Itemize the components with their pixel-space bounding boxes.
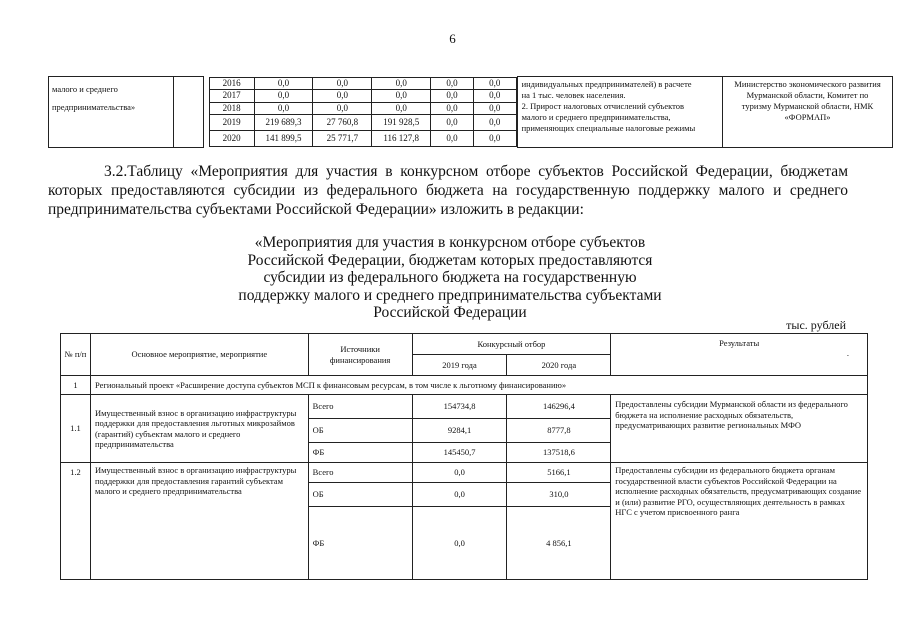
- title-line: Российской Федерации, бюджетам которых предоставляются: [247, 251, 653, 269]
- value-cell: 0,0: [254, 77, 313, 90]
- item-result: Предоставлены субсидии из федерального бюджета органам государственной власти субъектов Российской Федерации на исполнение расходных обязательств, предусматривающих создание и (или) развитие РГО, осуществляющих деятельность в рамках НГС с учетом присвоенного ранга: [611, 463, 868, 580]
- value-cell: 116 127,8: [372, 131, 431, 147]
- value-2019: 0,0: [412, 507, 507, 580]
- header-results: [611, 334, 868, 376]
- value-2019: 9284,1: [412, 419, 507, 443]
- year-row: [209, 77, 516, 90]
- header-results-text: Результаты: [719, 338, 760, 348]
- title-line: субсидии из федерального бюджета на государственную: [263, 269, 637, 286]
- year-row: [209, 131, 516, 147]
- years-cell: [203, 77, 517, 148]
- empty-cell: [173, 77, 203, 148]
- table-row: [61, 463, 868, 483]
- measure-name-text: малого и среднего предпринимательства»: [52, 84, 136, 112]
- header-row: [61, 334, 868, 355]
- previous-table-fragment: [48, 76, 893, 148]
- value-cell: 219 689,3: [254, 115, 313, 131]
- value-cell: 27 760,8: [313, 115, 372, 131]
- value-2020: 310,0: [507, 483, 611, 507]
- value-cell: 0,0: [313, 90, 372, 103]
- units-label: тыс. рублей: [786, 318, 846, 332]
- page-number: 6: [449, 31, 456, 46]
- value-2019: 0,0: [412, 483, 507, 507]
- title-line: поддержку малого и среднего предпринимательства субъектами: [238, 286, 662, 304]
- value-cell: 0,0: [473, 77, 516, 90]
- value-cell: 0,0: [473, 115, 516, 131]
- value-cell: 0,0: [254, 102, 313, 115]
- value-2020: 4 856,1: [507, 507, 611, 580]
- value-cell: 0,0: [254, 90, 313, 103]
- value-cell: 141 899,5: [254, 131, 313, 147]
- value-cell: 0,0: [372, 102, 431, 115]
- header-competition: Конкурсный отбор: [412, 334, 611, 355]
- value-cell: 0,0: [431, 131, 474, 147]
- measure-name-cell: [49, 77, 174, 148]
- years-table: [209, 77, 517, 148]
- value-cell: 0,0: [431, 90, 474, 103]
- year-cell: 2017: [209, 90, 254, 103]
- amendment-paragraph: [48, 162, 848, 219]
- header-2020: 2020 года: [507, 355, 611, 376]
- item-num: 1.1: [61, 395, 91, 463]
- indicators-cell: [517, 77, 722, 148]
- source-name: ОБ: [308, 483, 412, 507]
- value-2019: 0,0: [412, 463, 507, 483]
- year-row: [209, 90, 516, 103]
- table-row: [61, 395, 868, 419]
- year-row: [209, 102, 516, 115]
- item-result: Предоставлены субсидии Мурманской области из федерального бюджета на исполнение расходных обязательств, предусматривающих развитие региональных МФО: [611, 395, 868, 463]
- value-2019: 145450,7: [412, 443, 507, 463]
- year-cell: 2018: [209, 102, 254, 115]
- project-num: 1: [61, 376, 91, 395]
- source-name: Всего: [308, 395, 412, 419]
- source-name: Всего: [308, 463, 412, 483]
- value-2020: 8777,8: [507, 419, 611, 443]
- item-measure: Имущественный взнос в организацию инфраструктуры поддержки для предоставления льготных микрозаймов (гарантий) субъектам малого и среднего предпринимательства: [90, 395, 308, 463]
- indicators-line: 2. Прирост налоговых отчислений субъектов: [521, 101, 685, 111]
- header-source: Источники финансирования: [308, 334, 412, 376]
- item-num: 1.2: [61, 463, 91, 580]
- value-2019: 154734,8: [412, 395, 507, 419]
- value-cell: 0,0: [473, 131, 516, 147]
- value-cell: 0,0: [372, 77, 431, 90]
- title-line: «Мероприятия для участия в конкурсном отборе субъектов: [254, 234, 646, 251]
- value-2020: 5166,1: [507, 463, 611, 483]
- header-measure: Основное мероприятие, мероприятие: [90, 334, 308, 376]
- value-cell: 0,0: [473, 102, 516, 115]
- source-name: ОБ: [308, 419, 412, 443]
- paragraph-text: 3.2.Таблицу «Мероприятия для участия в конкурсном отборе субъектов Российской Федерации, бюджетам которых предоставляются субсидии из федерального бюджета на государственную поддержку малого и среднего предпринимательства субъектами Российской Федерации» изложить в редакции:: [48, 163, 848, 218]
- value-cell: 0,0: [431, 102, 474, 115]
- table-title: [190, 234, 710, 322]
- executor-line: туризму Мурманской области, НМК: [741, 101, 874, 111]
- year-row: [209, 115, 516, 131]
- executor-line: Министерство экономического развития: [734, 79, 881, 89]
- measures-table: [60, 333, 868, 580]
- value-2020: 146296,4: [507, 395, 611, 419]
- source-name: ФБ: [308, 507, 412, 580]
- year-cell: 2019: [209, 115, 254, 131]
- project-text: Региональный проект «Расширение доступа субъектов МСП к финансовым ресурсам, в том числе к льготному финансированию»: [90, 376, 867, 395]
- value-cell: 0,0: [313, 102, 372, 115]
- value-cell: 191 928,5: [372, 115, 431, 131]
- source-name: ФБ: [308, 443, 412, 463]
- previous-table: [48, 76, 893, 148]
- value-cell: 25 771,7: [313, 131, 372, 147]
- indicators-line: применяющих специальные налоговые режимы: [521, 123, 696, 133]
- executor-cell: [723, 77, 893, 148]
- header-num: № п/п: [61, 334, 91, 376]
- header-results-mark: .: [846, 348, 849, 358]
- value-cell: 0,0: [372, 90, 431, 103]
- value-cell: 0,0: [473, 90, 516, 103]
- measures-table-wrapper: [60, 333, 868, 580]
- header-2019: 2019 года: [412, 355, 507, 376]
- indicators-line: индивидуальных предпринимателей) в расчете: [521, 79, 692, 89]
- executor-line: Мурманской области, Комитет по: [746, 90, 869, 100]
- year-cell: 2016: [209, 77, 254, 90]
- indicators-line: малого и среднего предпринимательства,: [521, 112, 671, 122]
- year-cell: 2020: [209, 131, 254, 147]
- value-cell: 0,0: [431, 77, 474, 90]
- value-2020: 137518,6: [507, 443, 611, 463]
- executor-line: «ФОРМАП»: [784, 112, 831, 122]
- value-cell: 0,0: [313, 77, 372, 90]
- value-cell: 0,0: [431, 115, 474, 131]
- item-measure: Имущественный взнос в организацию инфраструктуры поддержки для предоставления гарантий субъектам малого и среднего предпринимательства: [90, 463, 308, 580]
- project-row: [61, 376, 868, 395]
- indicators-line: на 1 тыс. человек населения.: [521, 90, 626, 100]
- title-line: Российской Федерации: [373, 304, 527, 321]
